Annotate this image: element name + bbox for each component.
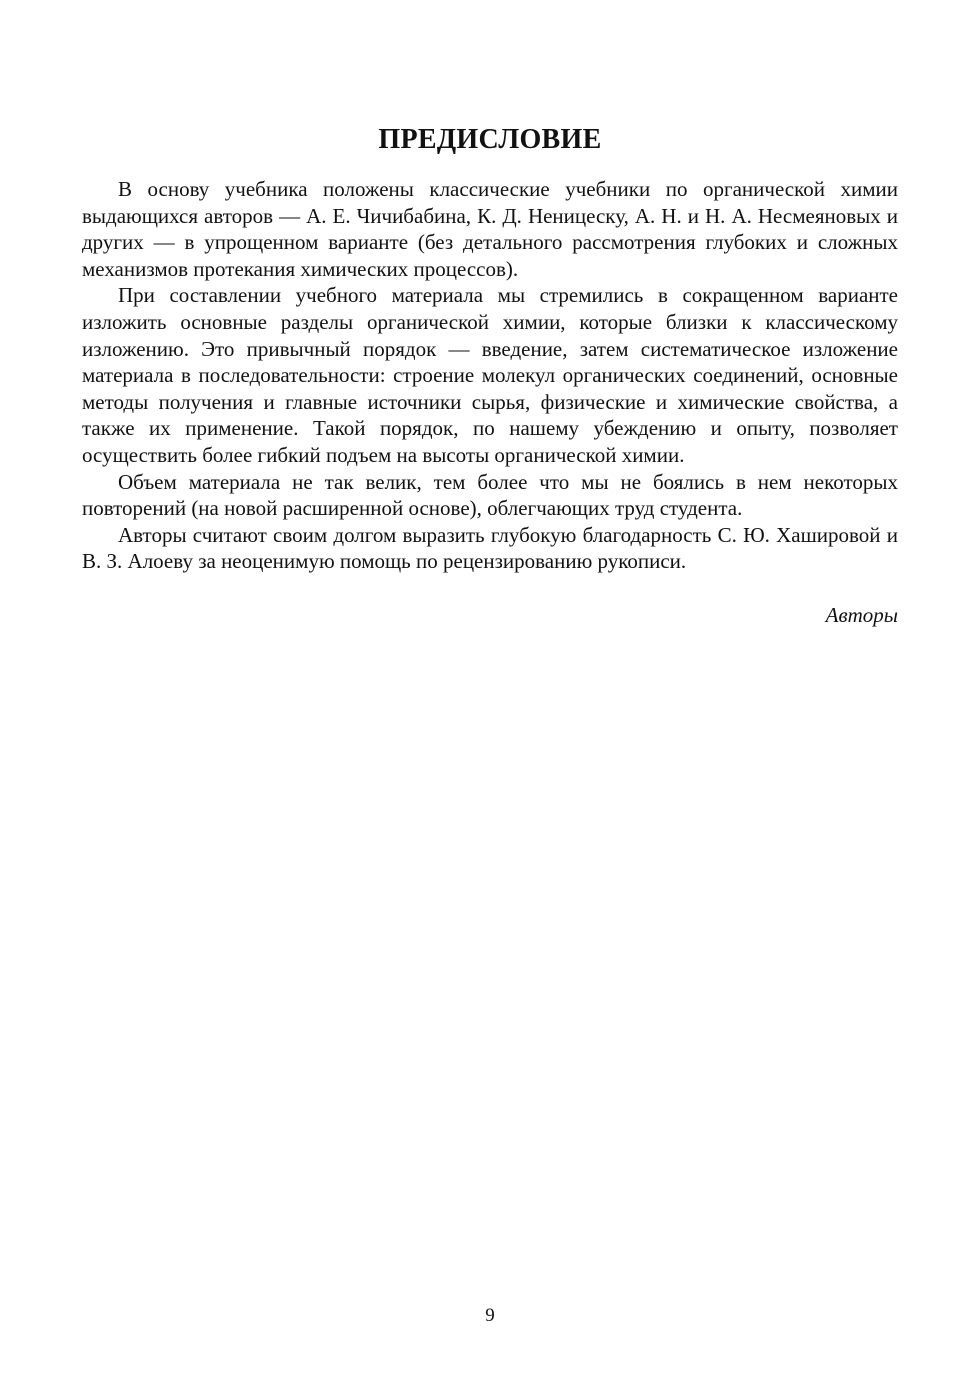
paragraph-2: При составлении учебного материала мы стремились в сокращенном варианте изложить основные разделы органической химии, которые близки к классическому изложению. Это привычный порядок — введение, затем систематическое изложение материала в последовательности: строение молекул органических соединений, основные методы получения и главные источники сырья, физические и химические свойства, а также их применение. Такой порядок, по нашему убеждению и опыту, позволяет осуществить более гибкий подъем на высоты органической химии. <box>82 283 898 467</box>
paragraph-1: В основу учебника положены классические учебники по органической химии выдающихся авторов — А. Е. Чичибабина, К. Д. Неницеску, А. Н. и Н. А. Несмеяновых и других — в упрощенном варианте (без детального рассмотрения глубоких и сложных механизмов протекания химических процессов). <box>82 177 898 281</box>
paragraph-4: Авторы считают своим долгом выразить глубокую благодарность С. Ю. Хашировой и В. З. Алоеву за неоценимую помощь по рецензированию рукописи. <box>82 522 898 574</box>
paragraph-3: Объем материала не так велик, тем более что мы не боялись в нем некоторых повторений (на новой расширенной основе), облегчающих труд студента. <box>82 469 898 521</box>
page-number: 9 <box>485 1305 495 1326</box>
signature: Авторы <box>825 603 898 627</box>
preface-body <box>82 176 898 575</box>
document-page <box>82 0 898 1386</box>
page-title: ПРЕДИСЛОВИЕ <box>378 124 602 155</box>
